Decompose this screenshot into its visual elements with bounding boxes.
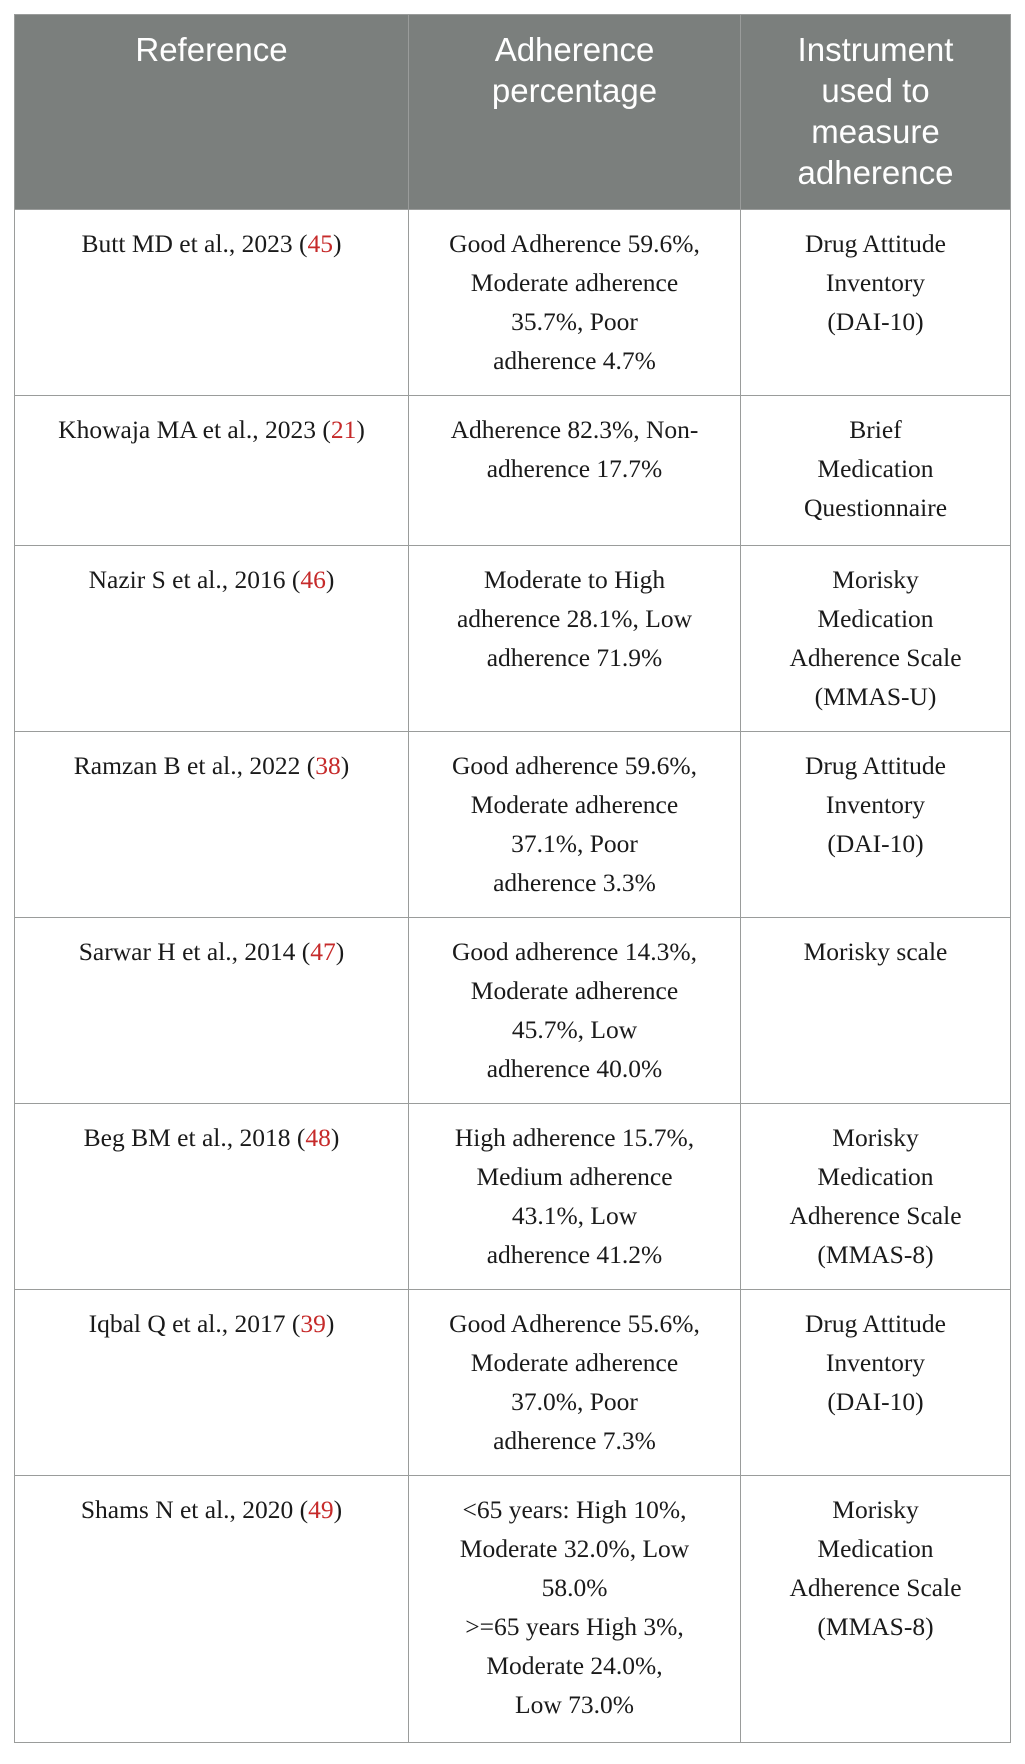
instrument-line: Drug Attitude: [805, 229, 946, 258]
instrument-line: Medication: [817, 1162, 934, 1191]
instrument-line: (DAI-10): [827, 307, 924, 336]
adherence-line: Good adherence 14.3%,: [452, 937, 697, 966]
instrument-line: Drug Attitude: [805, 751, 946, 780]
citation-link[interactable]: 46: [300, 565, 326, 594]
reference-text: Beg BM et al., 2018 (: [83, 1123, 306, 1152]
adherence-line: adherence 41.2%: [486, 1240, 663, 1269]
adherence-line: 43.1%, Low: [511, 1201, 638, 1230]
citation-link[interactable]: 45: [307, 229, 333, 258]
table-row: [15, 1104, 1011, 1290]
adherence-line: Moderate 32.0%, Low: [459, 1534, 690, 1563]
reference-cell: [15, 396, 409, 546]
citation-link[interactable]: 21: [330, 415, 357, 444]
reference-text: Shams N et al., 2020 (: [80, 1495, 309, 1524]
adherence-cell: [409, 1290, 741, 1476]
instrument-line: Adherence Scale: [789, 1573, 962, 1602]
reference-cell: [15, 732, 409, 918]
header-row: [15, 15, 1011, 210]
table-body: [15, 210, 1011, 1743]
instrument-line: Morisky: [832, 1495, 919, 1524]
table-row: [15, 1290, 1011, 1476]
adherence-line: Moderate adherence: [470, 268, 679, 297]
instrument-line: Morisky: [832, 565, 919, 594]
adherence-cell: [409, 918, 741, 1104]
table-header: [15, 15, 1011, 210]
reference-text: Sarwar H et al., 2014 (: [78, 937, 311, 966]
adherence-line: 35.7%, Poor: [511, 307, 638, 336]
citation-link[interactable]: 38: [315, 751, 341, 780]
instrument-line: Drug Attitude: [805, 1309, 946, 1338]
instrument-line: Questionnaire: [803, 493, 948, 522]
reference-text: Ramzan B et al., 2022 (: [73, 751, 316, 780]
instrument-line: Brief: [849, 415, 902, 444]
reference-cell: [15, 1104, 409, 1290]
adherence-line: Adherence 82.3%, Non-: [450, 415, 699, 444]
instrument-cell: [741, 1476, 1011, 1743]
adherence-cell: [409, 546, 741, 732]
citation-link[interactable]: 39: [300, 1309, 326, 1338]
reference-close-paren: ): [330, 1123, 340, 1152]
citation-link[interactable]: 47: [310, 937, 336, 966]
adherence-line: adherence 40.0%: [486, 1054, 663, 1083]
adherence-line: <65 years: High 10%,: [462, 1495, 687, 1524]
reference-close-paren: ): [325, 565, 335, 594]
adherence-line: Good adherence 59.6%,: [452, 751, 697, 780]
adherence-table: [14, 14, 1011, 1743]
instrument-line: Inventory: [825, 790, 926, 819]
adherence-line: Moderate adherence: [470, 1348, 679, 1377]
adherence-cell: [409, 1104, 741, 1290]
instrument-line: (DAI-10): [827, 829, 924, 858]
adherence-line: Low 73.0%: [515, 1690, 634, 1719]
reference-cell: [15, 1476, 409, 1743]
header-reference: Reference: [15, 15, 409, 210]
adherence-line: High adherence 15.7%,: [454, 1123, 695, 1152]
instrument-line: Inventory: [825, 268, 926, 297]
adherence-cell: [409, 732, 741, 918]
instrument-line: Morisky scale: [803, 937, 948, 966]
reference-cell: [15, 546, 409, 732]
reference-close-paren: ): [335, 937, 345, 966]
instrument-cell: [741, 918, 1011, 1104]
instrument-line: (MMAS-U): [814, 682, 937, 711]
adherence-line: 37.0%, Poor: [511, 1387, 638, 1416]
reference-cell: [15, 1290, 409, 1476]
adherence-line: 58.0%: [541, 1573, 608, 1602]
reference-cell: [15, 918, 409, 1104]
instrument-line: (DAI-10): [827, 1387, 924, 1416]
instrument-cell: [741, 1104, 1011, 1290]
adherence-line: adherence 7.3%: [493, 1426, 656, 1455]
adherence-cell: [409, 396, 741, 546]
reference-text: Butt MD et al., 2023 (: [81, 229, 308, 258]
adherence-line: >=65 years High 3%,: [465, 1612, 684, 1641]
instrument-line: Inventory: [825, 1348, 926, 1377]
reference-close-paren: ): [332, 229, 342, 258]
reference-text: Khowaja MA et al., 2023 (: [58, 415, 331, 444]
table-row: [15, 918, 1011, 1104]
table-row: [15, 1476, 1011, 1743]
header-adherence-percentage: Adherence percentage: [409, 15, 741, 210]
reference-cell: [15, 210, 409, 396]
instrument-line: (MMAS-8): [817, 1240, 934, 1269]
citation-link[interactable]: 48: [305, 1123, 331, 1152]
adherence-line: 37.1%, Poor: [511, 829, 638, 858]
reference-close-paren: ): [325, 1309, 335, 1338]
instrument-cell: [741, 210, 1011, 396]
instrument-line: Medication: [817, 604, 934, 633]
adherence-line: adherence 4.7%: [493, 346, 656, 375]
adherence-line: adherence 71.9%: [486, 643, 663, 672]
adherence-line: Good Adherence 59.6%,: [449, 229, 700, 258]
table-row: [15, 396, 1011, 546]
instrument-line: Morisky: [832, 1123, 919, 1152]
adherence-line: adherence 3.3%: [493, 868, 656, 897]
reference-text: Iqbal Q et al., 2017 (: [88, 1309, 301, 1338]
adherence-line: Medium adherence: [476, 1162, 673, 1191]
instrument-line: (MMAS-8): [817, 1612, 934, 1641]
instrument-line: Medication: [817, 1534, 934, 1563]
adherence-line: Moderate to High: [483, 565, 666, 594]
adherence-line: 45.7%, Low: [511, 1015, 638, 1044]
instrument-line: Adherence Scale: [789, 643, 962, 672]
adherence-cell: [409, 1476, 741, 1743]
reference-text: Nazir S et al., 2016 (: [88, 565, 301, 594]
table-row: [15, 210, 1011, 396]
instrument-cell: [741, 396, 1011, 546]
adherence-line: Moderate adherence: [470, 790, 679, 819]
adherence-line: Moderate 24.0%,: [486, 1651, 663, 1680]
instrument-cell: [741, 732, 1011, 918]
adherence-line: Moderate adherence: [470, 976, 679, 1005]
reference-close-paren: ): [340, 751, 350, 780]
adherence-table-container: [14, 14, 1010, 1743]
header-instrument: Instrument used to measure adherence: [741, 15, 1011, 210]
table-row: [15, 546, 1011, 732]
instrument-line: Adherence Scale: [789, 1201, 962, 1230]
table-row: [15, 732, 1011, 918]
adherence-line: adherence 28.1%, Low: [456, 604, 693, 633]
reference-close-paren: ): [356, 415, 365, 444]
reference-close-paren: ): [333, 1495, 343, 1524]
adherence-line: Good Adherence 55.6%,: [449, 1309, 700, 1338]
citation-link[interactable]: 49: [308, 1495, 334, 1524]
adherence-line: adherence 17.7%: [486, 454, 663, 483]
adherence-cell: [409, 210, 741, 396]
instrument-line: Medication: [817, 454, 934, 483]
instrument-cell: [741, 1290, 1011, 1476]
instrument-cell: [741, 546, 1011, 732]
